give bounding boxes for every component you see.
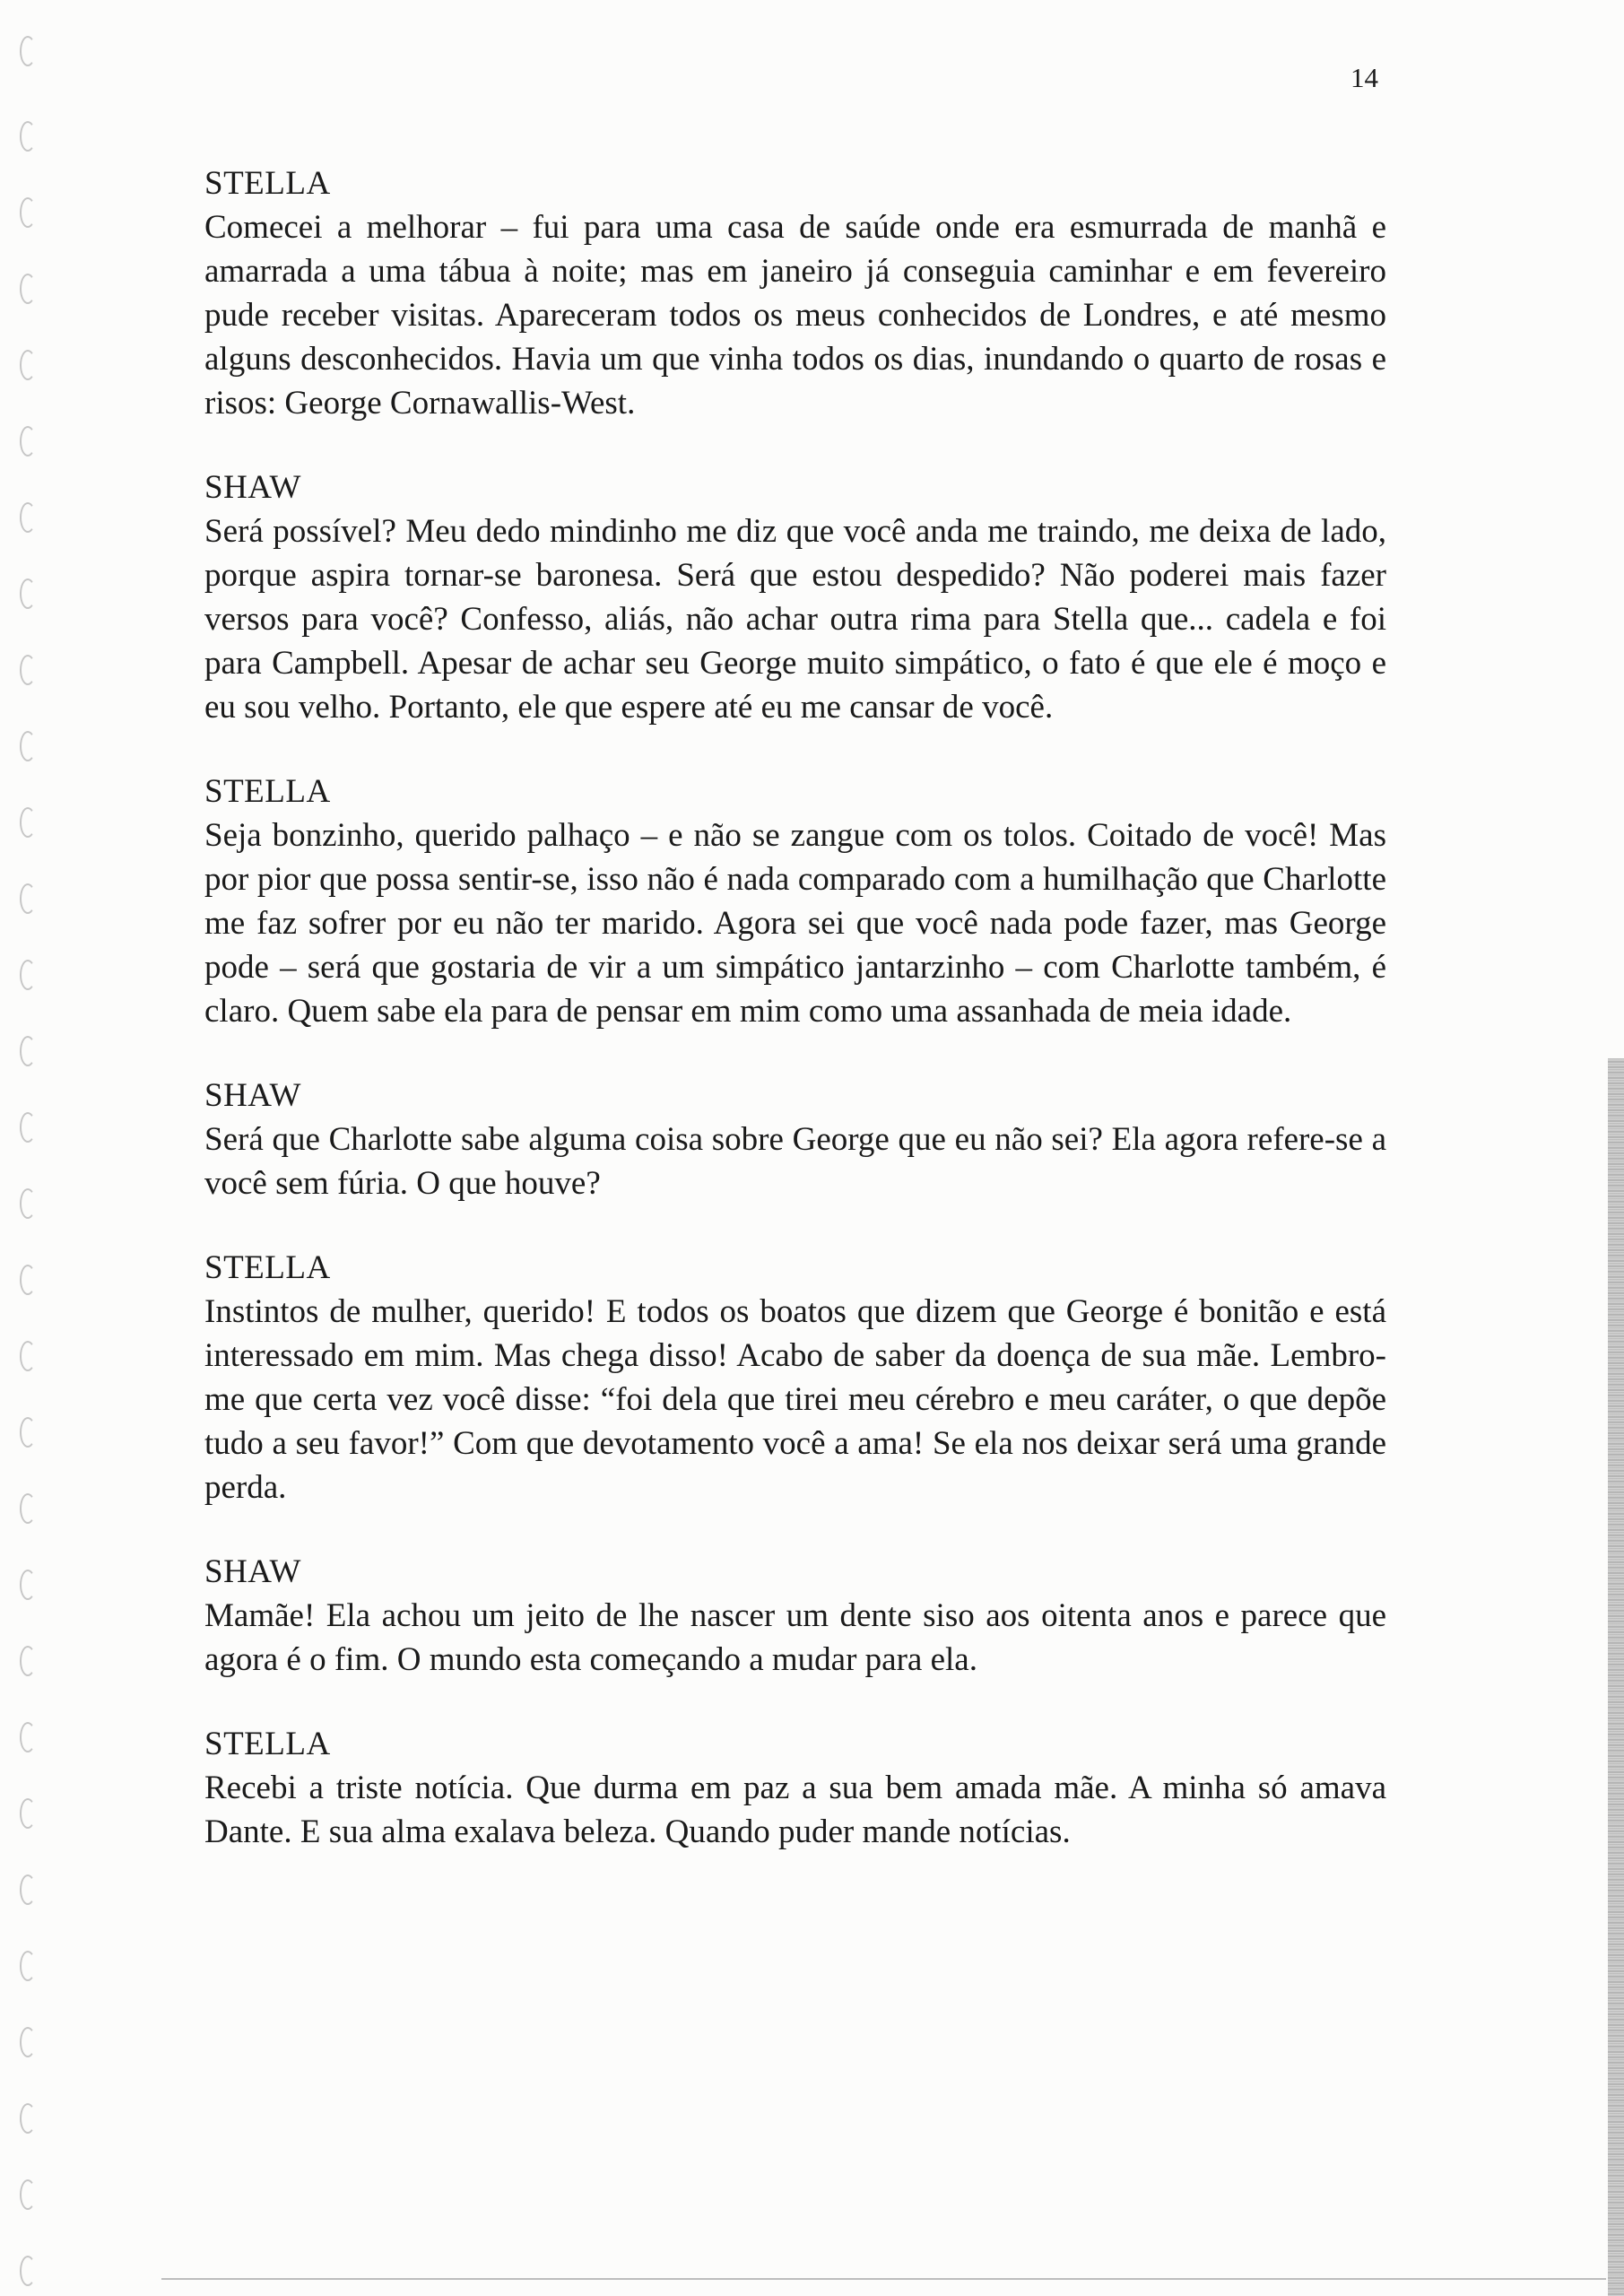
page-number: 14 [1350, 62, 1378, 93]
scan-edge-right [1608, 1058, 1624, 2296]
speech-text: Será que Charlotte sabe alguma coisa sobre George que eu não sei? Ela agora refere-se a você sem fúria. O que houve? [204, 1121, 1386, 1202]
speaker-name: SHAW [204, 1077, 301, 1114]
dialogue-block [204, 1722, 1386, 1854]
dialogue-block [204, 770, 1386, 1033]
speech-text: Será possível? Meu dedo mindinho me diz que você anda me traindo, me deixa de lado, porque aspira tornar-se baronesa. Será que estou despedido? Não poderei mais fazer versos para você? Confesso, aliás, não achar outra rima para Stella que... cadela e foi para Campbell. Apesar de achar seu George muito simpático, o fato é que ele é moço e eu sou velho. Portanto, ele que espere até eu me cansar de você. [204, 513, 1386, 726]
scan-edge-bottom [161, 2278, 1606, 2280]
dialogue-block [204, 465, 1386, 729]
speech-text: Instintos de mulher, querido! E todos os boatos que dizem que George é bonitão e está interessado em mim. Mas chega disso! Acabo de saber da doença de sua mãe. Lembro-me que certa vez você disse: “foi dela que tirei meu cérebro e meu caráter, o que depõe tudo a seu favor!” Com que devotamento você a ama! Se ela nos deixar será uma grande perda. [204, 1293, 1386, 1506]
dialogue-block [204, 1074, 1386, 1205]
dialogue-text [204, 161, 1386, 1894]
speaker-name: SHAW [204, 469, 301, 506]
speaker-name: STELLA [204, 1726, 331, 1762]
speech-text: Comecei a melhorar – fui para uma casa de saúde onde era esmurrada de manhã e amarrada a uma tábua à noite; mas em janeiro já conseguia caminhar e em fevereiro pude receber visitas. Apareceram todos os meus conhecidos de Londres, e até mesmo alguns desconhecidos. Havia um que vinha todos os dias, inundando o quarto de rosas e risos: George Cornawallis-West. [204, 209, 1386, 422]
dialogue-block [204, 1246, 1386, 1509]
speaker-name: STELLA [204, 1249, 331, 1286]
speaker-name: STELLA [204, 773, 331, 810]
speech-text: Recebi a triste notícia. Que durma em paz a sua bem amada mãe. A minha só amava Dante. E sua alma exalava beleza. Quando puder mande notícias. [204, 1770, 1386, 1850]
dialogue-block [204, 161, 1386, 425]
dialogue-block [204, 1550, 1386, 1682]
speaker-name: SHAW [204, 1553, 301, 1590]
speaker-name: STELLA [204, 165, 331, 202]
binder-holes [20, 36, 47, 2278]
speech-text: Seja bonzinho, querido palhaço – e não se zangue com os tolos. Coitado de você! Mas por pior que possa sentir-se, isso não é nada comparado com a humilhação que Charlotte me faz sofrer por eu não ter marido. Agora sei que você nada pode fazer, mas George pode – será que gostaria de vir a um simpático jantarzinho – com Charlotte também, é claro. Quem sabe ela para de pensar em mim como uma assanhada de meia idade. [204, 817, 1386, 1030]
speech-text: Mamãe! Ela achou um jeito de lhe nascer um dente siso aos oitenta anos e parece que agora é o fim. O mundo esta começando a mudar para ela. [204, 1597, 1386, 1678]
